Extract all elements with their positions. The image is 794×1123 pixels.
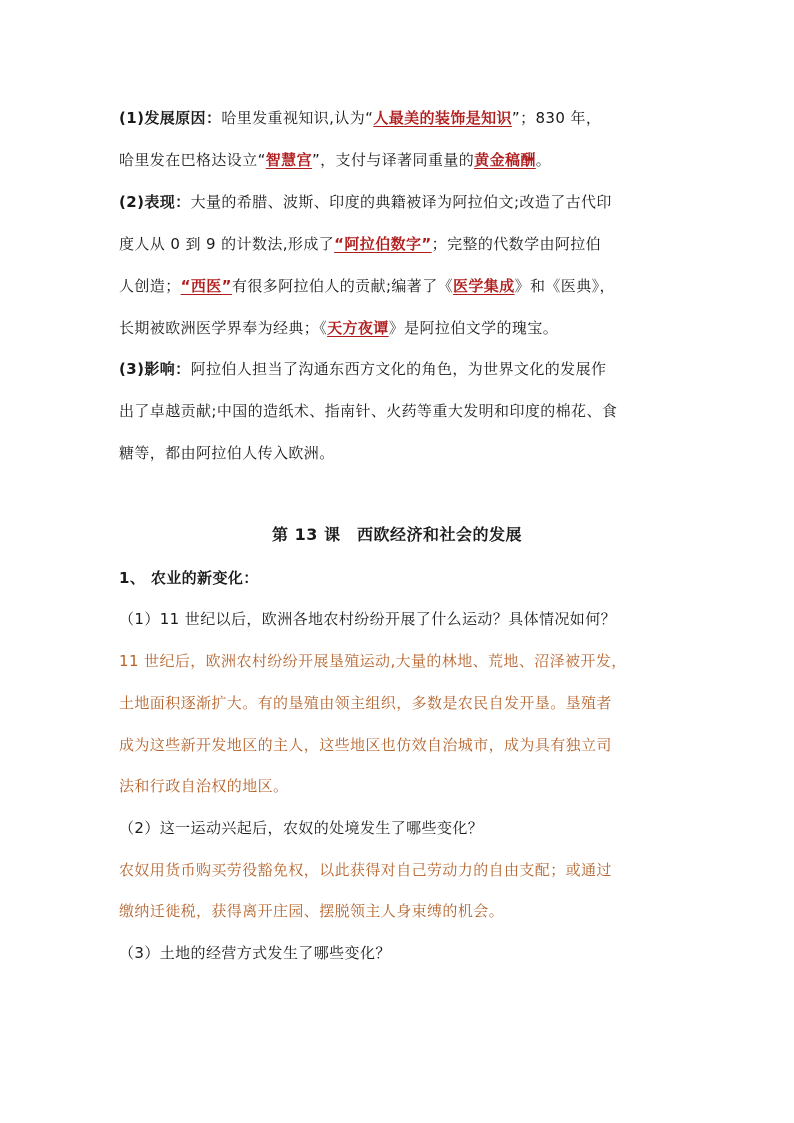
highlight-knowledge: 人最美的装饰是知识 [373, 109, 512, 127]
p2-line1: (2)表现：大量的希腊、波斯、印度的典籍被译为阿拉伯文;改造了古代印 [119, 193, 612, 211]
p2-line4: 长期被欧洲医学界奉为经典；《天方夜谭》是阿拉伯文学的瑰宝。 [119, 319, 559, 337]
answer-2-line1: 农奴用货币购买劳役豁免权，以此获得对自己劳动力的自由支配；或通过 [119, 861, 612, 879]
section-heading-agriculture: 1、 农业的新变化： [119, 569, 259, 587]
p1-line2: 哈里发在巴格达设立“智慧宫”，支付与译著同重量的黄金稿酬。 [119, 151, 552, 169]
highlight-house-of-wisdom: 智慧宫 [265, 151, 312, 169]
answer-1-line1: 11 世纪后，欧洲农村纷纷开展垦殖运动,大量的林地、荒地、沼泽被开发， [119, 652, 627, 670]
label-development-reason: (1)发展原因： [119, 109, 222, 127]
p3-line1: (3)影响：阿拉伯人担当了沟通东西方文化的角色，为世界文化的发展作 [119, 360, 607, 378]
label-performance: (2)表现： [119, 193, 191, 211]
highlight-arabian-nights: 天方夜谭 [327, 319, 389, 337]
p1-line1: (1)发展原因：哈里发重视知识,认为“人最美的装饰是知识”；830 年， [119, 109, 602, 127]
p3-line3: 糖等，都由阿拉伯人传入欧洲。 [119, 444, 335, 462]
question-2: （2）这一运动兴起后，农奴的处境发生了哪些变化？ [119, 819, 484, 837]
answer-1-line3: 成为这些新开发地区的主人，这些地区也仿效自治城市，成为具有独立司 [119, 736, 612, 754]
p2-line3: 人创造；“西医”有很多阿拉伯人的贡献;编著了《医学集成》和《医典》， [119, 277, 615, 295]
answer-2-line2: 缴纳迁徙税，获得离开庄园、摆脱领主人身束缚的机会。 [119, 902, 505, 920]
highlight-gold-payment: 黄金稿酬 [474, 151, 536, 169]
answer-1-line4: 法和行政自治权的地区。 [119, 777, 289, 795]
p3-line2: 出了卓越贡献;中国的造纸术、指南针、火药等重大发明和印度的棉花、食 [119, 402, 618, 420]
question-1: （1）11 世纪以后，欧洲各地农村纷纷开展了什么运动？具体情况如何？ [119, 610, 617, 628]
label-influence: (3)影响： [119, 360, 191, 378]
answer-1-line2: 土地面积逐渐扩大。有的垦殖由领主组织，多数是农民自发开垦。垦殖者 [119, 694, 612, 712]
highlight-western-medicine: “西医” [180, 277, 232, 295]
highlight-medical-compendium: 医学集成 [453, 277, 515, 295]
p2-line2: 度人从 0 到 9 的计数法,形成了“阿拉伯数字”；完整的代数学由阿拉伯 [119, 235, 602, 253]
question-3: （3）土地的经营方式发生了哪些变化？ [119, 944, 391, 962]
lesson-title: 第 13 课 西欧经济和社会的发展 [272, 525, 522, 544]
highlight-arabic-numerals: “阿拉伯数字” [334, 235, 432, 253]
